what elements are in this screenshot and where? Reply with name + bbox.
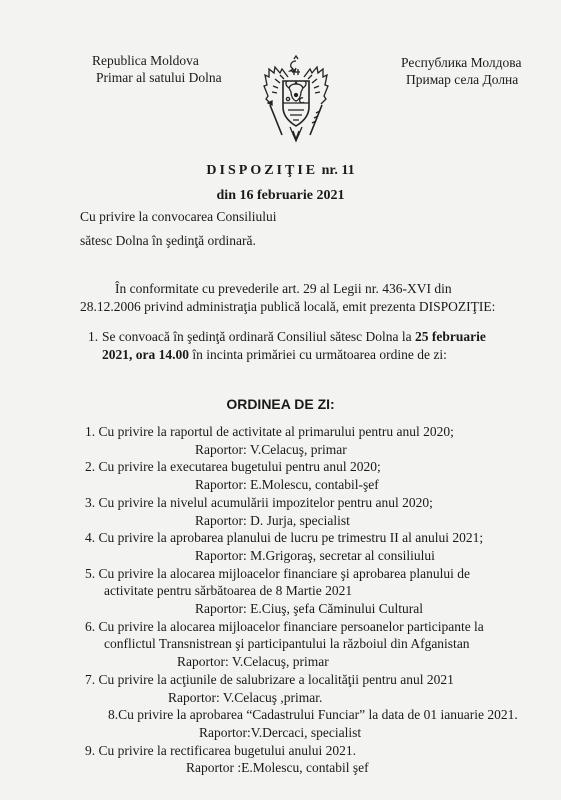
agenda-reporter-7: Raportor: V.Celacuş ,primar.: [168, 689, 323, 705]
header-left: [92, 52, 222, 86]
agenda-list: [0, 423, 561, 777]
agenda-item-7: 7. Cu privire la acţiunile de salubrizare a localităţii pentru anul 2021: [85, 671, 454, 687]
point-1: [88, 328, 528, 364]
subject-line-2: sătesc Dolna în şedinţă ordinară.: [80, 233, 256, 248]
header-left-country: Republica Moldova: [92, 53, 199, 68]
agenda-title: ORDINEA DE ZI:: [226, 396, 335, 412]
agenda-item-6-cont: conflictul Transnistrean şi participantului la războiul din Afganistan: [104, 636, 470, 652]
agenda-item-4: 4. Cu privire la aprobarea planului de lucru pe trimestru II al anului 2021;: [85, 530, 484, 546]
intro-line-2: 28.12.2006 privind administraţia publică locală, emit prezenta DISPOZIŢIE:: [80, 299, 496, 314]
point-1-number: 1.: [88, 329, 99, 344]
agenda-reporter-9: Raportor :E.Molescu, contabil şef: [186, 760, 369, 776]
agenda-item-5: 5. Cu privire la alocarea mijloacelor financiare şi aprobarea planului de: [85, 565, 470, 581]
document-date: din 16 februarie 2021: [216, 188, 345, 203]
agenda-item-9: 9. Cu privire la rectificarea bugetului anului 2021.: [85, 742, 357, 758]
agenda-item-8: 8.Cu privire la aprobarea “Cadastrului Funciar” la data de 01 ianuarie 2021.: [108, 707, 518, 723]
point-1-text: [102, 328, 528, 364]
agenda-reporter-5: Raportor: E.Ciuş, şefa Căminului Cultural: [195, 601, 423, 617]
agenda-item-6: 6. Cu privire la alocarea mijloacelor financiare persoanelor participante la: [85, 618, 484, 634]
agenda-item-2: 2. Cu privire la executarea bugetului pentru anul 2020;: [85, 459, 381, 475]
agenda-reporter-3: Raportor: D. Jurja, specialist: [195, 512, 350, 528]
agenda-reporter-6: Raportor: V.Celacuş, primar: [177, 654, 329, 670]
header-right-country: Республика Молдова: [401, 55, 522, 70]
agenda-item-3: 3. Cu privire la nivelul acumulării impozitelor pentru anul 2020;: [85, 494, 433, 510]
intro-paragraph: [80, 280, 520, 316]
point-1-text-b: în incinta primăriei cu următoarea ordine de zi:: [189, 347, 447, 362]
point-1-bold-b: 2021, ora 14.00: [102, 347, 189, 362]
header-left-office: Primar al satului Dolna: [96, 70, 222, 85]
point-1-bold-a: 25 februarie: [415, 329, 486, 344]
subject-line-1: Cu privire la convocarea Consiliului: [80, 209, 277, 224]
agenda-reporter-8: Raportor:V.Dercaci, specialist: [199, 724, 362, 740]
title-main: DISPOZIŢIE: [206, 163, 319, 178]
document-subject: [80, 205, 276, 253]
point-1-text-a: Se convoacă în şedinţă ordinară Consiliul sătesc Dolna la: [102, 329, 416, 344]
agenda-reporter-1: Raportor: V.Celacuş, primar: [195, 441, 347, 457]
document-title: [0, 163, 561, 179]
title-number: nr. 11: [321, 163, 355, 178]
header-right-office: Примар села Долна: [406, 72, 519, 87]
header-right: [401, 54, 521, 88]
agenda-reporter-2: Raportor: E.Molescu, contabil-şef: [195, 477, 379, 493]
agenda-item-5-cont: activitate pentru sărbătoarea de 8 Martie 2021: [104, 583, 353, 599]
agenda-reporter-4: Raportor: M.Grigoraş, secretar al consiliului: [195, 547, 435, 563]
intro-line-1: În conformitate cu prevederile art. 29 al Legii nr. 436-XVI din: [115, 281, 452, 296]
agenda-item-1: 1. Cu privire la raportul de activitate al primarului pentru anul 2020;: [85, 424, 454, 439]
moldova-coat-of-arms-icon: [258, 55, 334, 147]
